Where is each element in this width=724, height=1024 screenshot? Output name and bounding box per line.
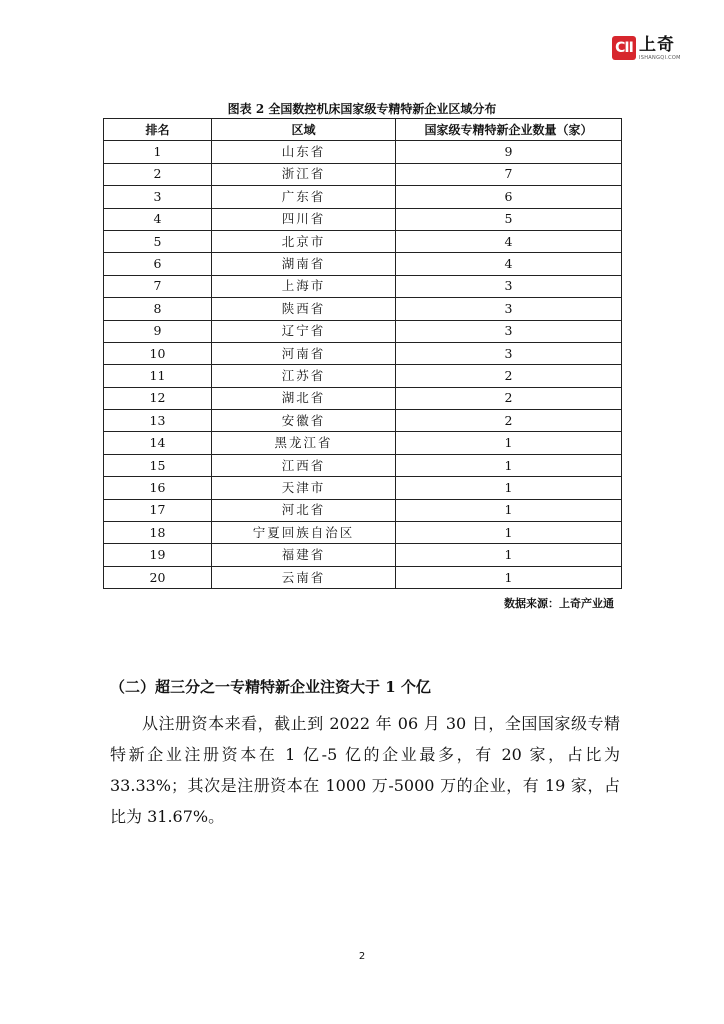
cell-region: 河北省 [212,499,396,521]
cell-rank: 6 [104,253,212,275]
cell-rank: 4 [104,208,212,230]
cell-count: 5 [396,208,622,230]
cell-region: 江西省 [212,454,396,476]
cell-region: 天津市 [212,477,396,499]
header-count: 国家级专精特新企业数量（家） [396,119,622,141]
cell-count: 3 [396,298,622,320]
cell-count: 7 [396,163,622,185]
table-body [104,141,622,589]
cell-count: 2 [396,387,622,409]
cell-region: 四川省 [212,208,396,230]
table-row [104,298,622,320]
cell-rank: 8 [104,298,212,320]
cell-count: 3 [396,275,622,297]
table-row [104,230,622,252]
cell-rank: 13 [104,410,212,432]
table-row [104,544,622,566]
cell-rank: 11 [104,365,212,387]
cell-count: 3 [396,342,622,364]
cell-rank: 5 [104,230,212,252]
cell-rank: 12 [104,387,212,409]
logo-subtitle: ISHANGQI.COM [639,55,681,61]
logo-mark-icon: CII [612,36,636,60]
cell-rank: 16 [104,477,212,499]
cell-region: 河南省 [212,342,396,364]
cell-region: 福建省 [212,544,396,566]
region-distribution-table [103,118,622,589]
cell-count: 1 [396,566,622,588]
cell-region: 上海市 [212,275,396,297]
table-row [104,208,622,230]
cell-rank: 18 [104,522,212,544]
cell-count: 4 [396,230,622,252]
logo-text [639,36,681,61]
cell-rank: 15 [104,454,212,476]
cell-rank: 20 [104,566,212,588]
cell-rank: 17 [104,499,212,521]
cell-region: 北京市 [212,230,396,252]
cell-region: 江苏省 [212,365,396,387]
cell-rank: 7 [104,275,212,297]
cell-region: 广东省 [212,186,396,208]
cell-count: 1 [396,477,622,499]
table-header-row [104,119,622,141]
table-row [104,454,622,476]
table-row [104,410,622,432]
cell-rank: 3 [104,186,212,208]
page-number: 2 [358,951,366,962]
table-row [104,320,622,342]
table-row [104,566,622,588]
cell-region: 陕西省 [212,298,396,320]
cell-region: 云南省 [212,566,396,588]
cell-region: 山东省 [212,141,396,163]
body-paragraph-container [110,708,620,832]
table-row [104,275,622,297]
cell-rank: 10 [104,342,212,364]
cell-region: 湖北省 [212,387,396,409]
cell-rank: 14 [104,432,212,454]
table-row [104,432,622,454]
table-row [104,163,622,185]
table-row [104,499,622,521]
cell-count: 4 [396,253,622,275]
logo-name: 上奇 [639,35,675,55]
cell-count: 3 [396,320,622,342]
table-row [104,141,622,163]
cell-count: 1 [396,522,622,544]
cell-count: 6 [396,186,622,208]
body-paragraph: 从注册资本来看，截止到 2022 年 06 月 30 日，全国国家级专精特新企业注册资本在 1 亿-5 亿的企业最多，有 20 家，占比为 33.33%；其次是注册资本在 1000 万-5000 万的企业，有 19 家，占比为 31.67%。 [110,714,620,826]
table-row [104,342,622,364]
cell-count: 1 [396,499,622,521]
table-row [104,253,622,275]
table-row [104,186,622,208]
cell-rank: 19 [104,544,212,566]
cell-count: 2 [396,365,622,387]
cell-region: 浙江省 [212,163,396,185]
cell-region: 湖南省 [212,253,396,275]
cell-count: 1 [396,544,622,566]
cell-region: 安徽省 [212,410,396,432]
header-rank: 排名 [104,119,212,141]
table-row [104,387,622,409]
cell-region: 辽宁省 [212,320,396,342]
header-region: 区域 [212,119,396,141]
table-row [104,522,622,544]
table-caption: 图表 2 全国数控机床国家级专精特新企业区域分布 [227,102,497,116]
cell-rank: 9 [104,320,212,342]
section-heading: （二）超三分之一专精特新企业注资大于 1 个亿 [110,678,431,696]
cell-region: 宁夏回族自治区 [212,522,396,544]
cell-count: 1 [396,454,622,476]
data-source-note: 数据来源：上奇产业通 [504,597,614,610]
cell-count: 1 [396,432,622,454]
cell-region: 黑龙江省 [212,432,396,454]
cell-rank: 1 [104,141,212,163]
cell-count: 2 [396,410,622,432]
cell-rank: 2 [104,163,212,185]
cell-count: 9 [396,141,622,163]
table-row [104,365,622,387]
table-row [104,477,622,499]
brand-logo [612,36,681,61]
